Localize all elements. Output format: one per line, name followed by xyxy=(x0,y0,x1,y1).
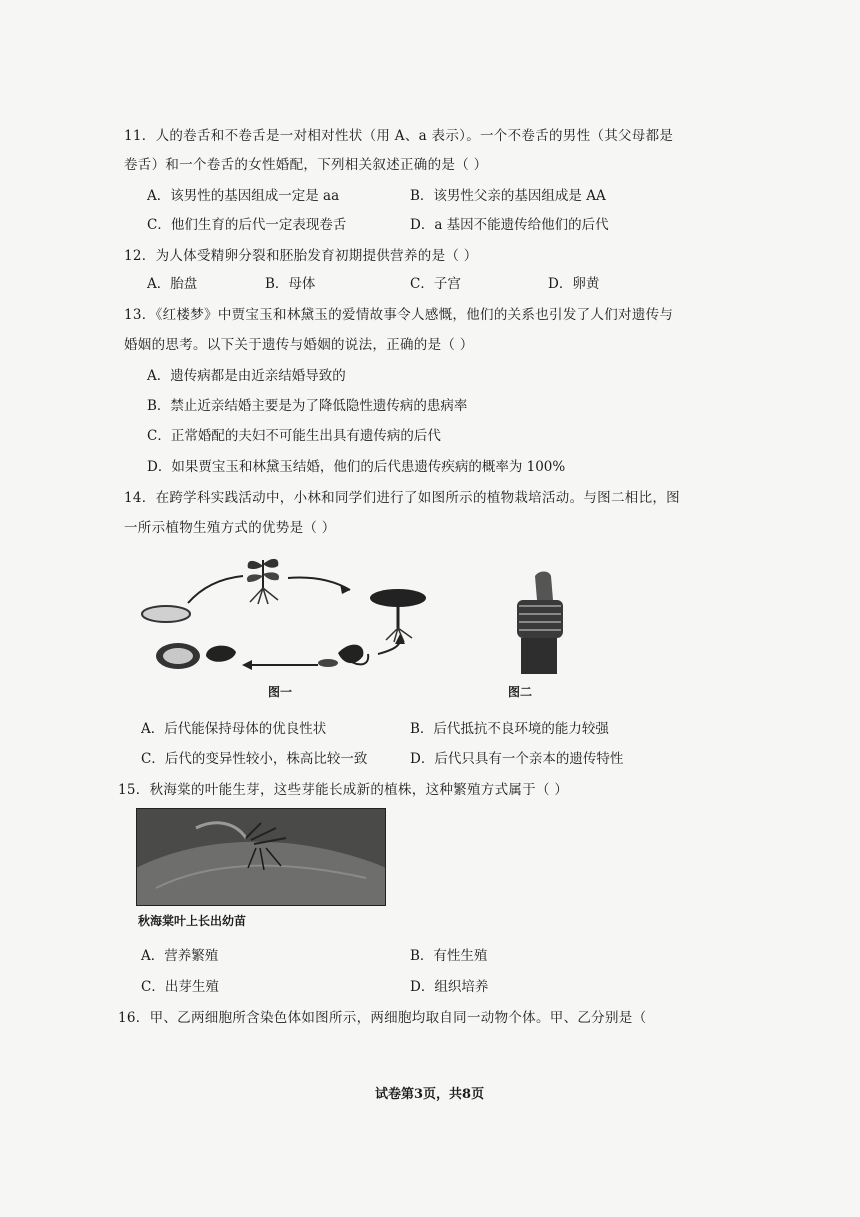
cycle-arrow-1 xyxy=(188,576,243,603)
figure-one-propagation-cycle xyxy=(138,548,438,688)
q16-stem: 16．甲、乙两细胞所含染色体如图所示，两细胞均取自同一动物个体。甲、乙分别是（ xyxy=(118,1010,647,1026)
q11-stem-line1: 11．人的卷舌和不卷舌是一对相对性状（用 A、a 表示）。一个不卷舌的男性（其父母都是 xyxy=(124,128,674,144)
page-footer: 试卷第3页，共8页 xyxy=(375,1087,485,1102)
q15-option-d: D．组织培养 xyxy=(410,979,489,995)
q14-option-a: A．后代能保持母体的优良性状 xyxy=(141,721,327,737)
q14-stem-line2: 一所示植物生殖方式的优势是（ ） xyxy=(124,520,336,536)
begonia-photo-caption: 秋海棠叶上长出幼苗 xyxy=(138,914,247,928)
rootstock-icon xyxy=(521,638,557,674)
cycle-arrow-2 xyxy=(288,578,350,591)
q13-option-b: B．禁止近亲结婚主要是为了降低隐性遗传病的患病率 xyxy=(147,398,468,414)
q15-option-c: C．出芽生殖 xyxy=(141,979,219,995)
figure-two-grafted-stem xyxy=(505,568,575,678)
q15-option-b: B．有性生殖 xyxy=(410,948,488,964)
q11-option-c: C．他们生育的后代一定表现卷舌 xyxy=(147,217,347,233)
q12-option-a: A．胎盘 xyxy=(147,276,198,292)
q12-stem: 12．为人体受精卵分裂和胚胎发育初期提供营养的是（ ） xyxy=(124,248,478,264)
flower-icon xyxy=(318,645,368,667)
fruit-icon xyxy=(156,643,236,669)
q12-option-c: C．子宫 xyxy=(410,276,461,292)
q13-stem-line2: 婚姻的思考。以下关于遗传与婚姻的说法，正确的是（ ） xyxy=(124,337,474,353)
scion-icon xyxy=(535,572,553,601)
q11-option-a: A．该男性的基因组成一定是 aa xyxy=(147,188,340,204)
q11-option-d: D．a 基因不能遗传给他们的后代 xyxy=(410,217,609,233)
q14-stem-line1: 14．在跨学科实践活动中，小林和同学们进行了如图所示的植物栽培活动。与图二相比，图 xyxy=(124,490,680,506)
q11-option-b: B．该男性父亲的基因组成是 AA xyxy=(410,188,606,204)
q15-option-a: A．营养繁殖 xyxy=(141,948,219,964)
tree-icon xyxy=(370,589,426,642)
seed-icon xyxy=(142,606,190,622)
q15-stem: 15．秋海棠的叶能生芽，这些芽能长成新的植株，这种繁殖方式属于（ ） xyxy=(118,782,569,798)
q13-option-a: A．遗传病都是由近亲结婚导致的 xyxy=(147,368,346,384)
figure-two-caption: 图二 xyxy=(508,685,533,699)
q11-stem-line2: 卷舌）和一个卷舌的女性婚配，下列相关叙述正确的是（ ） xyxy=(124,157,488,173)
q12-option-d: D．卵黄 xyxy=(548,276,600,292)
q12-option-b: B．母体 xyxy=(265,276,316,292)
seedling-icon xyxy=(247,559,279,604)
q13-option-d: D．如果贾宝玉和林黛玉结婚，他们的后代患遗传疾病的概率为 100% xyxy=(147,459,566,475)
begonia-leaf-photo xyxy=(136,808,386,906)
q14-option-d: D．后代只具有一个亲本的遗传特性 xyxy=(410,751,624,767)
q13-option-c: C．正常婚配的夫妇不可能生出具有遗传病的后代 xyxy=(147,428,441,444)
q14-option-c: C．后代的变异性较小，株高比较一致 xyxy=(141,751,368,767)
q13-stem-line1: 13．《红楼梦》中贾宝玉和林黛玉的爱情故事令人感慨，他们的关系也引发了人们对遗传与 xyxy=(124,307,674,323)
q14-option-b: B．后代抵抗不良环境的能力较强 xyxy=(410,721,609,737)
figure-one-caption: 图一 xyxy=(268,685,293,699)
